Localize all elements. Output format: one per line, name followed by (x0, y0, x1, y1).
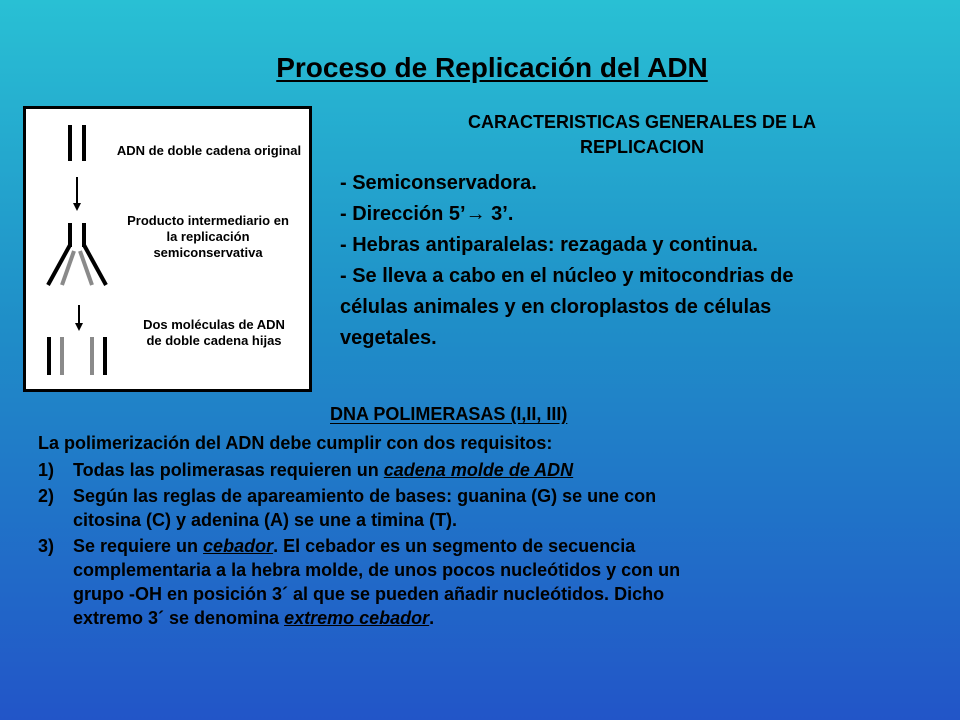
requirement-text: extremo 3´ se denomina (73, 608, 285, 628)
requirement-text-line: citosina (C) y adenina (A) se une a timina (T). (73, 510, 458, 530)
daughter1-new-strand (60, 337, 64, 375)
requirement-number: 2) (38, 486, 55, 506)
requirement-item (38, 534, 938, 630)
label-daughter-molecules: Dos moléculas de ADN de doble cadena hijas (136, 313, 292, 385)
requirement-text-line (73, 534, 938, 558)
requirement-text: Se requiere un (73, 536, 204, 556)
requirement-text-line: grupo -OH en posición 3´ al que se pueden añadir nucleótidos. Dicho (73, 584, 665, 604)
requirement-emphasis: cebador (203, 536, 274, 556)
parent-strand-right (82, 125, 86, 161)
requirement-text-line: complementaria a la hebra molde, de unos pocos nucleótidos y con un (73, 560, 681, 580)
characteristic-item: - Semiconservadora. (340, 172, 537, 194)
requirement-item (38, 484, 938, 532)
characteristics-list (340, 168, 950, 354)
requirements-list (38, 458, 938, 632)
label-intermediate-product: Producto intermediario en la replicación semiconservativa (122, 209, 294, 293)
requirement-text: . El cebador es un segmento de secuencia (273, 536, 636, 556)
requirement-number: 3) (38, 536, 55, 556)
daughter1-old-strand (47, 337, 51, 375)
characteristic-item: - Dirección 5’→ 3’. (340, 203, 514, 225)
arrow-down-1 (76, 177, 78, 205)
arrow-head-1 (73, 203, 81, 211)
arrow-down-2 (78, 305, 80, 325)
characteristics-title (392, 110, 892, 160)
characteristic-item: - Se lleva a cabo en el núcleo y mitocondrias de (340, 265, 794, 287)
requirement-emphasis: extremo cebador (284, 608, 430, 628)
characteristic-item: células animales y en cloroplastos de células (340, 296, 772, 318)
label-original-dna: ADN de doble cadena original (116, 137, 302, 189)
requirement-text: . (429, 608, 435, 628)
requirement-text: Todas las polimerasas requieren un (73, 460, 384, 480)
arrow-head-2 (75, 323, 83, 331)
daughter2-new-strand (90, 337, 94, 375)
polymerases-intro: La polimerización del ADN debe cumplir con dos requisitos: (38, 433, 553, 453)
replication-fork (40, 243, 116, 289)
replication-diagram (23, 106, 312, 392)
characteristic-item: - Hebras antiparalelas: rezagada y continua. (340, 234, 758, 256)
requirement-emphasis: cadena molde de ADN (383, 460, 574, 480)
characteristic-item: vegetales. (340, 327, 437, 349)
daughter2-old-strand (103, 337, 107, 375)
requirement-number: 1) (38, 460, 55, 480)
requirement-text-line: Según las reglas de apareamiento de bases: guanina (G) se une con (73, 486, 657, 506)
requirement-text-line (73, 606, 938, 630)
parent-strand-left (68, 125, 72, 161)
characteristics-title-line2: REPLICACION (579, 137, 704, 157)
page-title: Proceso de Replicación del ADN (276, 52, 708, 83)
requirement-item (38, 458, 938, 482)
characteristics-title-line1: CARACTERISTICAS GENERALES DE LA (467, 112, 817, 132)
polymerases-title: DNA POLIMERASAS (I,II, III) (330, 404, 568, 424)
